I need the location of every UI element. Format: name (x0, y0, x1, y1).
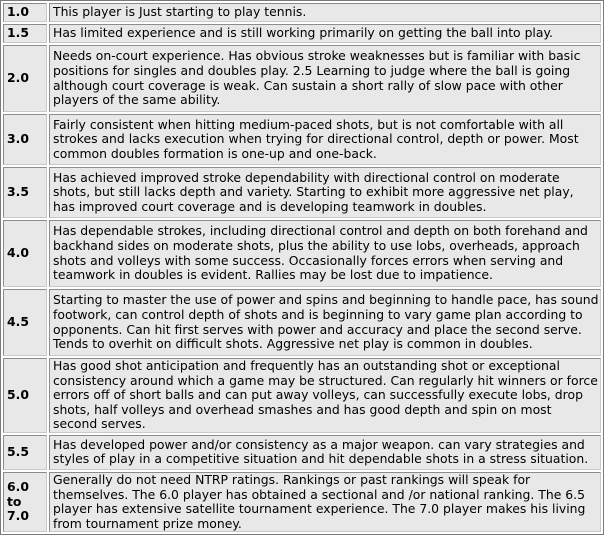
table-row (3, 24, 601, 43)
rating-level: 5.5 (3, 435, 47, 470)
rating-level: 3.5 (3, 167, 47, 218)
rating-level: 5.0 (3, 358, 47, 433)
table-row (3, 167, 601, 218)
table-row (3, 289, 601, 356)
rating-description: Generally do not need NTRP ratings. Rankings or past rankings will speak for themselves. The 6.0 player has obtained a sectional and /or national ranking. The 6.5 player has extensive satellite tournament experience. The 7.0 player makes his living from tournament prize money. (49, 472, 601, 532)
rating-level: 1.5 (3, 24, 47, 43)
table-row (3, 472, 601, 532)
table-row (3, 358, 601, 433)
rating-description: This player is Just starting to play tennis. (49, 3, 601, 22)
rating-level: 6.0 to 7.0 (3, 472, 47, 532)
rating-level: 3.0 (3, 114, 47, 165)
rating-description: Has dependable strokes, including directional control and depth on both forehand and backhand sides on moderate shots, plus the ability to use lobs, overheads, approach shots and volleys with some success. Occasionally forces errors when serving and teamwork in doubles is evident. Rallies may be lost due to impatience. (49, 220, 601, 287)
rating-description: Fairly consistent when hitting medium-paced shots, but is not comfortable with all strokes and lacks execution when trying for directional control, depth or power. Most common doubles formation is one-up and one-back. (49, 114, 601, 165)
rating-level: 4.5 (3, 289, 47, 356)
table-row (3, 220, 601, 287)
rating-description: Starting to master the use of power and spins and beginning to handle pace, has sound footwork, can control depth of shots and is beginning to vary game plan according to opponents. Can hit first serves with power and accuracy and place the second serve. Tends to overhit on difficult shots. Aggressive net play is common in doubles. (49, 289, 601, 356)
rating-description: Has limited experience and is still working primarily on getting the ball into play. (49, 24, 601, 43)
rating-description: Has developed power and/or consistency as a major weapon. can vary strategies and styles of play in a competitive situation and hit dependable shots in a stress situation. (49, 435, 601, 470)
rating-level: 2.0 (3, 45, 47, 112)
table-row (3, 435, 601, 470)
table-row (3, 45, 601, 112)
rating-level: 1.0 (3, 3, 47, 22)
table-row (3, 114, 601, 165)
rating-description: Has good shot anticipation and frequently has an outstanding shot or exceptional consistency around which a game may be structured. Can regularly hit winners or force errors off of short balls and can put away volleys, can successfully execute lobs, drop shots, half volleys and overhead smashes and has good depth and spin on most second serves. (49, 358, 601, 433)
table-row (3, 3, 601, 22)
rating-description: Has achieved improved stroke dependability with directional control on moderate shots, but still lacks depth and variety. Starting to exhibit more aggressive net play, has improved court coverage and is developing teamwork in doubles. (49, 167, 601, 218)
rating-level: 4.0 (3, 220, 47, 287)
rating-description: Needs on-court experience. Has obvious stroke weaknesses but is familiar with basic positions for singles and doubles play. 2.5 Learning to judge where the ball is going although court coverage is weak. Can sustain a short rally of slow pace with other players of the same ability. (49, 45, 601, 112)
